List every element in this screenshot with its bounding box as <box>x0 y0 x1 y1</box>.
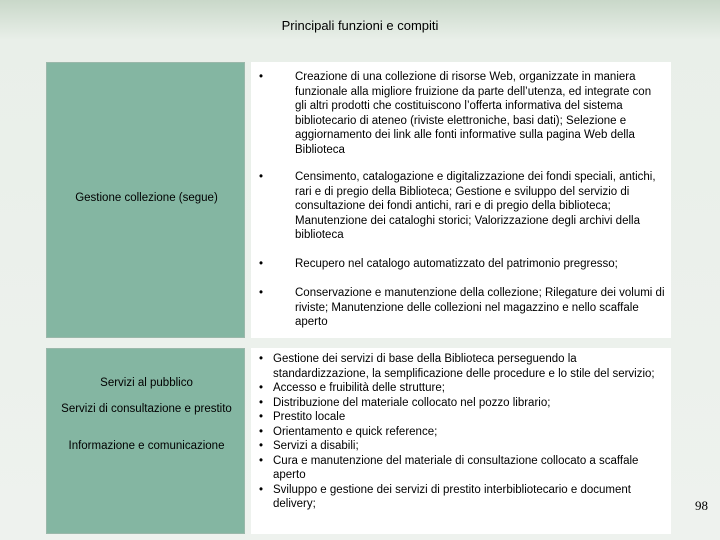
list-item-text: Orientamento e quick reference; <box>273 425 438 438</box>
bullet-icon: • <box>259 396 264 409</box>
section-label-gestione: Gestione collezione (segue) <box>75 192 218 204</box>
list-item-text: Accesso e fruibilità delle strutture; <box>273 382 445 394</box>
section-label-panel <box>46 348 245 534</box>
list-item <box>251 425 671 440</box>
bullet-icon: • <box>259 171 264 183</box>
list-item <box>251 396 671 411</box>
page-number: 98 <box>695 498 708 513</box>
list-item <box>251 381 671 396</box>
section-content-gestione <box>251 62 671 338</box>
list-item <box>251 483 671 512</box>
bullet-icon: • <box>259 411 264 423</box>
list-item-text: Creazione di una collezione di risorse Web, organizzate in maniera funzionale alla migliore fruizione da parte dell’utenza, ed integrate con gli altri prodotti che costituiscono l’offerta informativa del sistema bibliotecario di ateneo (riviste elettroniche, basi dati); Selezione e aggiornamento dei link alle fonti informative sulla pagina Web della Biblioteca <box>295 71 652 156</box>
list-item-text: Gestione dei servizi di base della Biblioteca perseguendo la standardizzazione, la semplificazione delle procedure e lo stile del servizio; <box>273 353 655 380</box>
list-item <box>251 352 671 381</box>
section-label-informazione: Informazione e comunicazione <box>68 440 225 452</box>
page-title: Principali funzioni e compiti <box>281 18 439 33</box>
section-label-panel <box>46 62 245 338</box>
bullet-icon: • <box>259 483 264 496</box>
bullet-icon: • <box>259 425 264 438</box>
bullet-icon: • <box>259 258 264 270</box>
list-item-text: Conservazione e manutenzione della collezione; Rilegature dei volumi di riviste; Manutenzione delle collezioni nel magazzino e nello scaffale aperto <box>295 287 665 328</box>
bullet-icon: • <box>259 440 264 452</box>
list-item-text: Distribuzione del materiale collocato nel pozzo librario; <box>273 396 551 409</box>
services-list <box>251 352 671 512</box>
list-item <box>251 410 671 425</box>
bullet-icon: • <box>259 287 264 299</box>
list-item <box>251 439 671 454</box>
bullet-icon: • <box>259 353 264 365</box>
list-item-text: Recupero nel catalogo automatizzato del patrimonio pregresso; <box>295 258 618 270</box>
section-content-servizi <box>251 348 671 534</box>
list-item-text: Censimento, catalogazione e digitalizzazione dei fondi speciali, antichi, rari e di pregio della Biblioteca; Gestione e sviluppo del servizio di consultazione dei fondi antichi, rari e di pregio della biblioteca; Manutenzione dei cataloghi storici; Valorizzazione degli archivi della biblioteca <box>295 171 656 241</box>
bullet-icon: • <box>259 71 264 83</box>
list-item-text: Servizi a disabili; <box>273 440 359 452</box>
section-label-consultazione-prestito: Servizi di consultazione e prestito <box>61 403 232 415</box>
bullet-icon: • <box>259 454 264 467</box>
list-item <box>251 454 671 483</box>
section-label-servizi-pubblico: Servizi al pubblico <box>100 377 193 389</box>
bullet-icon: • <box>259 382 264 394</box>
list-item-text: Sviluppo e gestione dei servizi di prestito interbibliotecario e document delivery; <box>273 483 631 510</box>
list-item-text: Cura e manutenzione del materiale di consultazione collocato a scaffale aperto <box>273 454 639 481</box>
list-item-text: Prestito locale <box>273 411 346 423</box>
